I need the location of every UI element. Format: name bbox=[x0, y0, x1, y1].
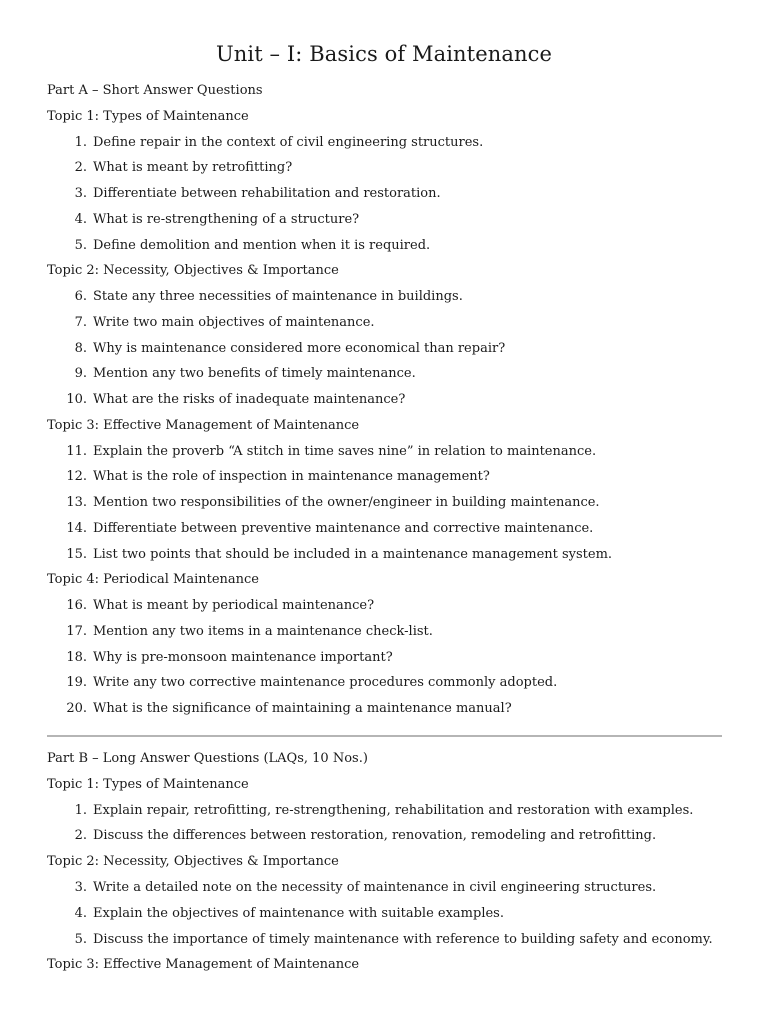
question-text: Differentiate between preventive maintenance and corrective maintenance. bbox=[93, 520, 594, 536]
question-item bbox=[62, 340, 505, 358]
question-number: 9. bbox=[74, 366, 87, 382]
question-number: 10. bbox=[66, 392, 87, 407]
question-text: Define repair in the context of civil engineering structures. bbox=[93, 134, 484, 150]
question-text: Write any two corrective maintenance procedures commonly adopted. bbox=[93, 675, 558, 691]
question-number: 5. bbox=[74, 237, 87, 253]
question-number: 18. bbox=[66, 649, 87, 665]
question-item bbox=[62, 211, 359, 229]
question-item bbox=[62, 159, 292, 177]
question-item bbox=[62, 365, 416, 383]
question-item bbox=[62, 674, 557, 692]
section-heading: Part B – Long Answer Questions (LAQs, 10 Nos.) bbox=[47, 751, 368, 766]
topic-heading: Topic 2: Necessity, Objectives & Importance bbox=[47, 263, 339, 279]
question-item bbox=[62, 546, 612, 564]
question-number: 13. bbox=[66, 495, 87, 510]
question-text: State any three necessities of maintenance in buildings. bbox=[93, 289, 463, 304]
topic-heading: Topic 3: Effective Management of Maintenance bbox=[47, 957, 360, 973]
question-number: 1. bbox=[74, 134, 87, 150]
question-number: 4. bbox=[74, 905, 87, 921]
question-text: Explain repair, retrofitting, re-strengthening, rehabilitation and restoration with examples. bbox=[93, 802, 694, 818]
question-number: 16. bbox=[66, 598, 87, 613]
question-item bbox=[62, 905, 504, 923]
section-heading: Part A – Short Answer Questions bbox=[47, 83, 263, 98]
question-text: What is the role of inspection in maintenance management? bbox=[93, 469, 490, 485]
question-text: What are the risks of inadequate maintenance? bbox=[93, 392, 406, 407]
question-number: 7. bbox=[74, 314, 87, 330]
question-text: Discuss the importance of timely maintenance with reference to building safety and economy. bbox=[93, 931, 713, 947]
question-item bbox=[62, 931, 713, 949]
question-number: 8. bbox=[74, 340, 87, 356]
question-item bbox=[62, 597, 374, 615]
question-item bbox=[62, 134, 483, 152]
topic-heading: Topic 2: Necessity, Objectives & Importance bbox=[47, 854, 339, 870]
question-item bbox=[62, 494, 600, 512]
question-text: Write two main objectives of maintenance. bbox=[93, 314, 375, 330]
question-number: 11. bbox=[66, 443, 87, 459]
question-number: 20. bbox=[66, 701, 87, 716]
question-item bbox=[62, 391, 405, 409]
question-number: 2. bbox=[74, 160, 87, 176]
question-text: Write a detailed note on the necessity of maintenance in civil engineering structures. bbox=[93, 880, 657, 895]
question-item bbox=[62, 468, 490, 486]
question-number: 12. bbox=[66, 469, 87, 485]
question-text: What is the significance of maintaining a maintenance manual? bbox=[93, 701, 512, 716]
question-text: What is re-strengthening of a structure? bbox=[93, 211, 360, 227]
question-text: Discuss the differences between restoration, renovation, remodeling and retrofitting. bbox=[93, 828, 657, 844]
topic-heading: Topic 4: Periodical Maintenance bbox=[47, 572, 259, 588]
page-title: Unit – I: Basics of Maintenance bbox=[215, 42, 552, 66]
question-item bbox=[62, 237, 430, 255]
question-number: 14. bbox=[66, 520, 87, 536]
question-number: 1. bbox=[74, 802, 87, 818]
question-text: What is meant by retrofitting? bbox=[93, 160, 293, 176]
topic-heading: Topic 3: Effective Management of Maintenance bbox=[47, 417, 360, 433]
question-item bbox=[62, 288, 463, 306]
question-text: Why is maintenance considered more economical than repair? bbox=[93, 340, 506, 356]
question-text: Differentiate between rehabilitation and restoration. bbox=[93, 186, 441, 201]
question-text: Explain the objectives of maintenance with suitable examples. bbox=[93, 905, 504, 921]
question-item bbox=[62, 827, 656, 845]
question-text: Mention any two benefits of timely maintenance. bbox=[93, 366, 416, 382]
question-text: Mention two responsibilities of the owner/engineer in building maintenance. bbox=[93, 495, 600, 510]
question-number: 3. bbox=[74, 880, 87, 895]
section-divider bbox=[47, 735, 722, 737]
question-item bbox=[62, 185, 441, 203]
question-item bbox=[62, 623, 433, 641]
question-item bbox=[62, 443, 596, 461]
topic-heading: Topic 1: Types of Maintenance bbox=[47, 776, 249, 792]
question-number: 3. bbox=[74, 186, 87, 201]
question-text: What is meant by periodical maintenance? bbox=[93, 598, 375, 613]
question-number: 17. bbox=[66, 623, 87, 639]
question-number: 2. bbox=[74, 828, 87, 844]
question-number: 6. bbox=[74, 289, 87, 304]
question-text: List two points that should be included in a maintenance management system. bbox=[93, 546, 613, 562]
question-text: Define demolition and mention when it is required. bbox=[93, 237, 431, 253]
topic-heading: Topic 1: Types of Maintenance bbox=[47, 108, 249, 124]
question-item bbox=[62, 520, 593, 538]
question-number: 19. bbox=[66, 675, 87, 691]
question-number: 4. bbox=[74, 211, 87, 227]
question-text: Why is pre-monsoon maintenance important? bbox=[93, 649, 393, 665]
question-item bbox=[62, 314, 375, 332]
question-item bbox=[62, 879, 656, 897]
question-item bbox=[62, 649, 393, 667]
question-item bbox=[62, 802, 693, 820]
question-number: 5. bbox=[74, 931, 87, 947]
question-number: 15. bbox=[66, 546, 87, 562]
question-text: Explain the proverb “A stitch in time saves nine” in relation to maintenance. bbox=[93, 443, 597, 459]
question-item bbox=[62, 700, 512, 718]
question-text: Mention any two items in a maintenance check-list. bbox=[93, 623, 433, 639]
